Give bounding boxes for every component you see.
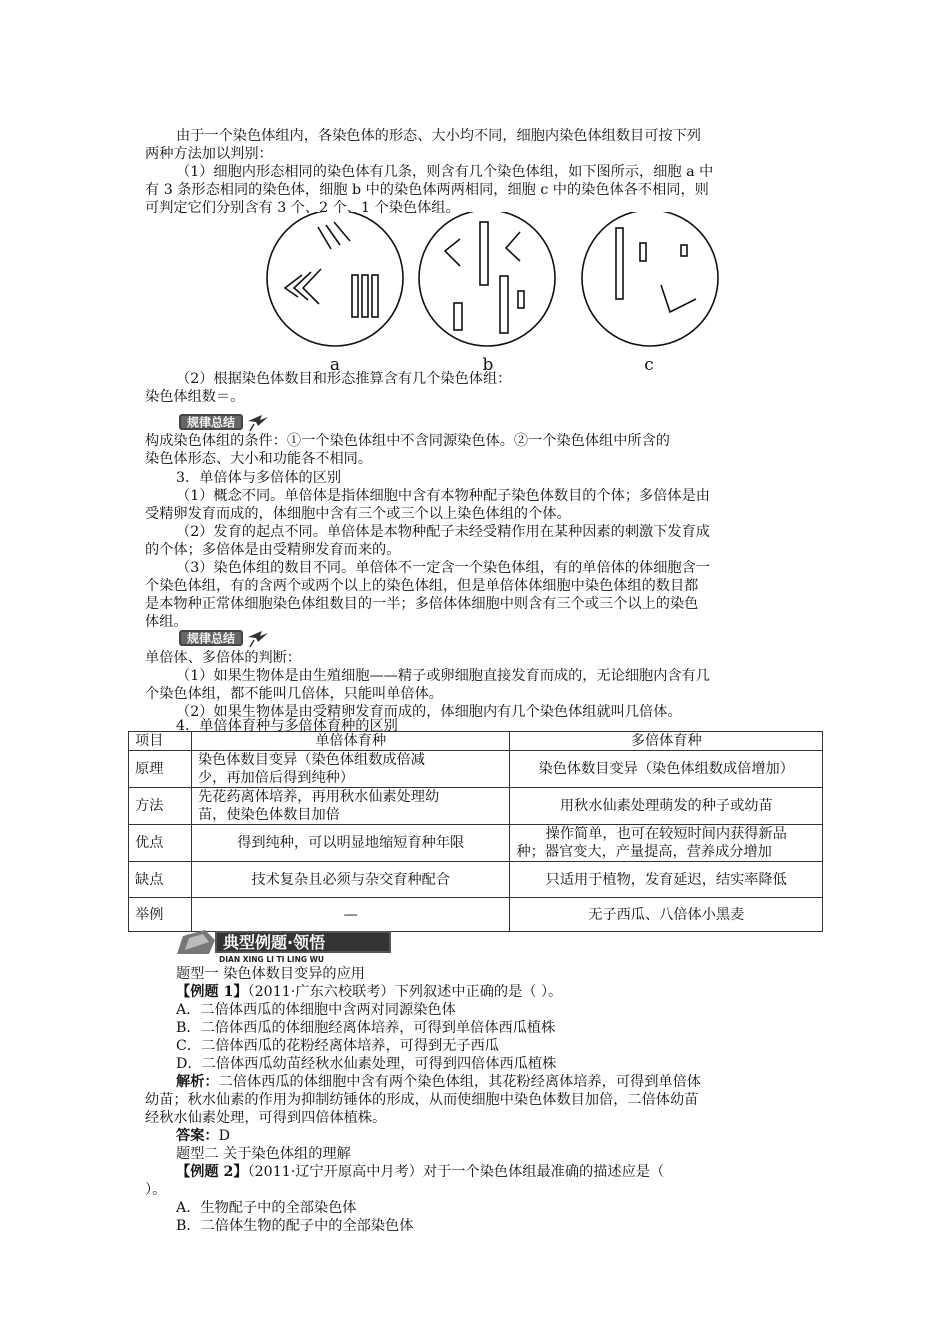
rule1-line-1: 构成染色体组的条件：①一个染色体组中不含同源染色体。②一个染色体组中所含的 (145, 433, 670, 449)
table-cell: 用秋水仙素处理萌发的种子或幼苗 (510, 788, 823, 825)
method1-line-1: （1）细胞内形态相同的染色体有几条，则含有几个染色体组，如下图所示，细胞 a 中 (176, 164, 714, 180)
method2-line-2: 染色体组数＝。 (145, 389, 245, 405)
fig-label-b: b (482, 355, 494, 375)
type2-title: 题型二 关于染色体组的理解 (176, 1146, 351, 1162)
example1-option-d: D．二倍体西瓜幼苗经秋水仙素处理，可得到四倍体西瓜植株 (176, 1056, 557, 1072)
example1-answer: 答案：D (176, 1128, 230, 1144)
sec3-p1-line-2: 受精卵发育而成的，体细胞中含有三个或三个以上染色体组的个体。 (145, 506, 571, 522)
table-cell: 先花药离体培养，再用秋水仙素处理幼 苗，使染色体数目加倍 (191, 788, 510, 825)
sec3-p3-line-3: 是本物种正常体细胞染色体组数目的一半；多倍体体细胞中则含有三个或三个以上的染色 (145, 596, 699, 612)
example1-option-b: B．二倍体西瓜的体细胞经离体培养，可得到单倍体西瓜植株 (176, 1020, 556, 1036)
rule2-p1-line-1: （1）如果生物体是由生殖细胞——精子或卵细胞直接发育而成的，无论细胞内含有几 (176, 668, 710, 684)
sec3-p1-line-1: （1）概念不同。单倍体是指体细胞中含有本物种配子染色体数目的个体；多倍体是由 (176, 488, 710, 504)
example1-option-a: A．二倍体西瓜的体细胞中含两对同源染色体 (176, 1002, 456, 1018)
table-row (129, 788, 823, 825)
sec3-title: 3．单倍体与多倍体的区别 (176, 470, 342, 486)
table-cell: 染色体数目变异（染色体组数成倍减 少，再加倍后得到纯种） (191, 751, 510, 788)
cell-b (419, 212, 555, 346)
example2-option-a: A．生物配子中的全部染色体 (176, 1200, 357, 1216)
breeding-comparison-table (128, 731, 823, 932)
sec3-p3-line-4: 体组。 (145, 614, 188, 630)
banner-pinyin: DIAN XING LI TI LING WU (219, 955, 324, 964)
table-row (129, 862, 823, 898)
example1-option-c: C．二倍体西瓜的花粉经离体培养，可得到无子西瓜 (176, 1038, 499, 1054)
example2-question: 【例题 2】（2011·辽宁开原高中月考）对于一个染色体组最准确的描述应是（ (176, 1164, 665, 1180)
table-header: 项目 (129, 732, 192, 751)
fig-label-c: c (644, 355, 654, 375)
example1-analysis-line-3: 经秋水仙素处理，可得到四倍体植株。 (145, 1110, 387, 1126)
row-label: 原理 (129, 751, 192, 788)
typical-examples-banner (175, 926, 395, 964)
example2-option-b: B．二倍体生物的配子中的全部染色体 (176, 1218, 414, 1234)
method1-line-2: 有 3 条形态相同的染色体，细胞 b 中的染色体两两相同，细胞 c 中的染色体各不相同，则 (145, 182, 709, 198)
intro-line-1: 由于一个染色体组内，各染色体的形态、大小均不同，细胞内染色体组数目可按下列 (176, 128, 701, 144)
table-header-row (129, 732, 823, 751)
table-cell: 染色体数目变异（染色体组数成倍增加） (510, 751, 823, 788)
table-header: 多倍体育种 (510, 732, 823, 751)
table-row (129, 751, 823, 788)
rule-summary-badge-2 (178, 628, 270, 648)
cell-c (582, 212, 718, 346)
example1-question: 【例题 1】（2011·广东六校联考）下列叙述中正确的是（ ）。 (176, 984, 563, 1000)
rule-summary-badge-1 (178, 412, 270, 432)
row-label: 举例 (129, 898, 192, 932)
method2-line-1: （2）根据染色体数目和形态推算含有几个染色体组： (176, 371, 512, 387)
table-cell: 技术复杂且必须与杂交育种配合 (191, 862, 510, 898)
rule2-title: 单倍体、多倍体的判断： (145, 650, 302, 666)
fig-label-a: a (329, 355, 341, 375)
table-header: 单倍体育种 (191, 732, 510, 751)
sec3-p2-line-2: 的个体；多倍体是由受精卵发育而来的。 (145, 542, 401, 558)
sec3-p3-line-1: （3）染色体组的数目不同。单倍体不一定含一个染色体组，有的单倍体的体细胞含一 (176, 560, 710, 576)
table-cell: — (191, 898, 510, 932)
row-label: 方法 (129, 788, 192, 825)
method1-line-3: 可判定它们分别含有 3 个、2 个、1 个染色体组。 (145, 200, 460, 216)
table-row (129, 825, 823, 862)
example1-analysis-line-1: 解析：二倍体西瓜的体细胞中含有两个染色体组，其花粉经离体培养，可得到单倍体 (176, 1074, 701, 1090)
table-cell: 操作简单，也可在较短时间内获得新品 种；器官变大，产量提高，营养成分增加 (510, 825, 823, 862)
row-label: 缺点 (129, 862, 192, 898)
rule1-line-2: 染色体形态、大小和功能各不相同。 (145, 451, 373, 467)
table-cell: 只适用于植物，发育延迟，结实率降低 (510, 862, 823, 898)
chromosome-cells-figure (262, 212, 732, 377)
sec3-p3-line-2: 个染色体组，有的含两个或两个以上的染色体组，但是单倍体体细胞中染色体组的数目都 (145, 578, 699, 594)
banner-title: 典型例题·领悟 (223, 933, 326, 952)
rule2-p1-line-2: 个染色体组，都不能叫几倍体，只能叫单倍体。 (145, 686, 443, 702)
row-label: 优点 (129, 825, 192, 862)
intro-line-2: 两种方法加以判别： (145, 146, 273, 162)
example1-analysis-line-2: 幼苗；秋水仙素的作用为抑制纺锤体的形成，从而使细胞中染色体数目加倍，二倍体幼苗 (145, 1092, 699, 1108)
sec3-p2-line-1: （2）发育的起点不同。单倍体是本物种配子未经受精作用在某种因素的刺激下发育成 (176, 524, 710, 540)
table-cell: 无子西瓜、八倍体小黑麦 (510, 898, 823, 932)
rule2-p2: （2）如果生物体是由受精卵发育而成的，体细胞内有几个染色体组就叫几倍体。 (176, 704, 682, 720)
sec4-title: 4．单倍体育种与多倍体育种的区别 (176, 718, 398, 734)
cell-a (267, 212, 403, 346)
svg-text:规律总结: 规律总结 (186, 415, 236, 430)
svg-text:规律总结: 规律总结 (186, 631, 236, 646)
type1-title: 题型一 染色体数目变异的应用 (176, 966, 365, 982)
table-cell: 得到纯种，可以明显地缩短育种年限 (191, 825, 510, 862)
example2-question-line-2: ）。 (145, 1182, 167, 1198)
